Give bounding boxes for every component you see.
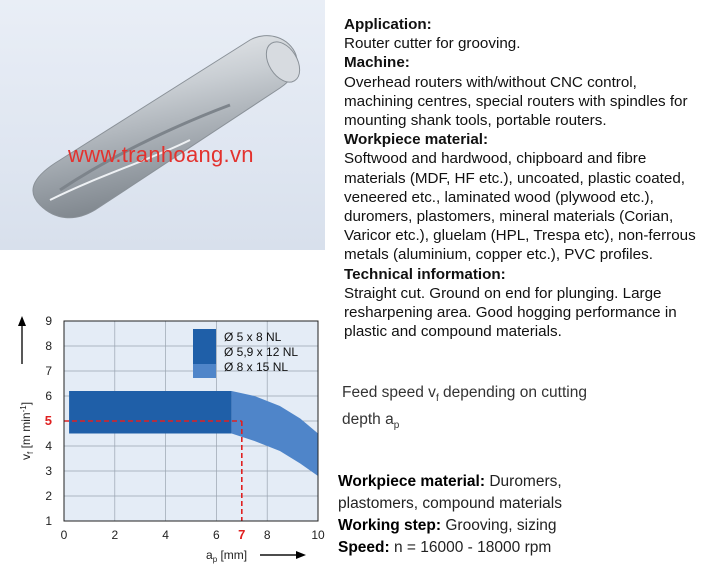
- x-axis-arrow-head: [296, 551, 306, 559]
- y-tick-label: 6: [45, 389, 52, 403]
- y-tick-label: 9: [45, 314, 52, 328]
- section-heading: Technical information:: [344, 265, 506, 283]
- y-tick-label: 3: [45, 464, 52, 478]
- info-speed: [338, 537, 562, 559]
- legend-swatch: [193, 344, 216, 364]
- legend-swatch: [193, 329, 216, 344]
- info-label: Working step:: [338, 517, 442, 534]
- section-technical-information: [344, 265, 706, 342]
- section-text: Router cutter for grooving.: [344, 35, 521, 53]
- section-heading: Application:: [344, 16, 432, 33]
- info-workpiece-material-cont: [338, 493, 562, 515]
- data-band-1: [69, 391, 232, 434]
- caption-subscript: p: [393, 420, 400, 432]
- section-text: Softwood and hardwood, chipboard and fibre materials (MDF, HF etc.), uncoated, plastic coated, veneered etc., laminated wood (plywood etc.), duromers, plastomers, mineral materials (Corian, Varicor etc.), gluelam (HPL, Trespa etc), non-ferrous metals (aluminium, copper etc.), PVC profiles.: [344, 150, 696, 264]
- product-description: [344, 15, 706, 341]
- info-value: n = 16000 - 18000 rpm: [389, 539, 552, 556]
- y-axis-label: $v_f$ [m $\min^{-1}$]: [19, 401, 35, 460]
- caption-text: Feed speed v: [342, 384, 436, 401]
- y-axis-arrow-head: [18, 316, 26, 326]
- section-heading: Machine:: [344, 54, 410, 72]
- caption-line-2: [342, 409, 587, 436]
- legend-label: Ø 5 x 8 NL: [224, 330, 282, 344]
- x-tick-label: 2: [111, 528, 119, 542]
- y-tick-label: 5: [44, 413, 52, 428]
- info-label: Speed:: [338, 539, 390, 556]
- watermark-text: www.tranhoang.vn: [68, 142, 254, 167]
- x-tick-label: 6: [213, 528, 220, 542]
- legend-label: Ø 5,9 x 12 NL: [224, 345, 299, 359]
- section-heading: Workpiece material:: [344, 131, 489, 149]
- info-working-step: [338, 515, 562, 537]
- y-tick-label: 1: [45, 514, 52, 528]
- section-machine: [344, 53, 706, 130]
- x-axis-label: $a_p$ [mm]: [206, 548, 248, 564]
- x-highlight-label: 7: [238, 527, 246, 542]
- info-workpiece-material: [338, 471, 562, 493]
- section-text: Overhead routers with/without CNC control, machining centres, special routers with spindles for mounting shank tools, portable routers.: [344, 73, 688, 130]
- caption-subscript: f: [435, 393, 439, 405]
- y-tick-label: 7: [45, 364, 52, 378]
- feed-speed-caption: [342, 382, 587, 436]
- y-tick-label: 2: [45, 489, 52, 503]
- y-tick-label: 8: [45, 339, 52, 353]
- legend-swatch: [193, 364, 216, 378]
- caption-text: depth a: [342, 411, 394, 429]
- x-tick-label: 0: [60, 528, 68, 542]
- caption-text: depending on cutting: [438, 384, 587, 401]
- router-cutter-image: [0, 0, 325, 250]
- info-value: Grooving, sizing: [441, 517, 557, 534]
- info-value: plastomers, compound materials: [338, 495, 562, 512]
- caption-line-1: [342, 382, 587, 409]
- section-text: Straight cut. Ground on end for plunging. Large resharpening area. Good hogging performance in plastic and compound materials.: [344, 284, 677, 341]
- feed-speed-chart: [0, 305, 335, 567]
- y-tick-label: 4: [45, 439, 52, 453]
- x-tick-label: 10: [311, 528, 325, 542]
- x-tick-label: 4: [162, 528, 169, 542]
- section-application: [344, 15, 706, 53]
- x-tick-label: 8: [263, 528, 271, 542]
- working-info: [338, 471, 562, 559]
- legend-label: Ø 8 x 15 NL: [224, 360, 289, 374]
- info-label: Workpiece material:: [338, 473, 486, 490]
- section-workpiece-material: [344, 130, 706, 264]
- info-value: Duromers,: [485, 473, 562, 490]
- product-photo: [0, 0, 325, 250]
